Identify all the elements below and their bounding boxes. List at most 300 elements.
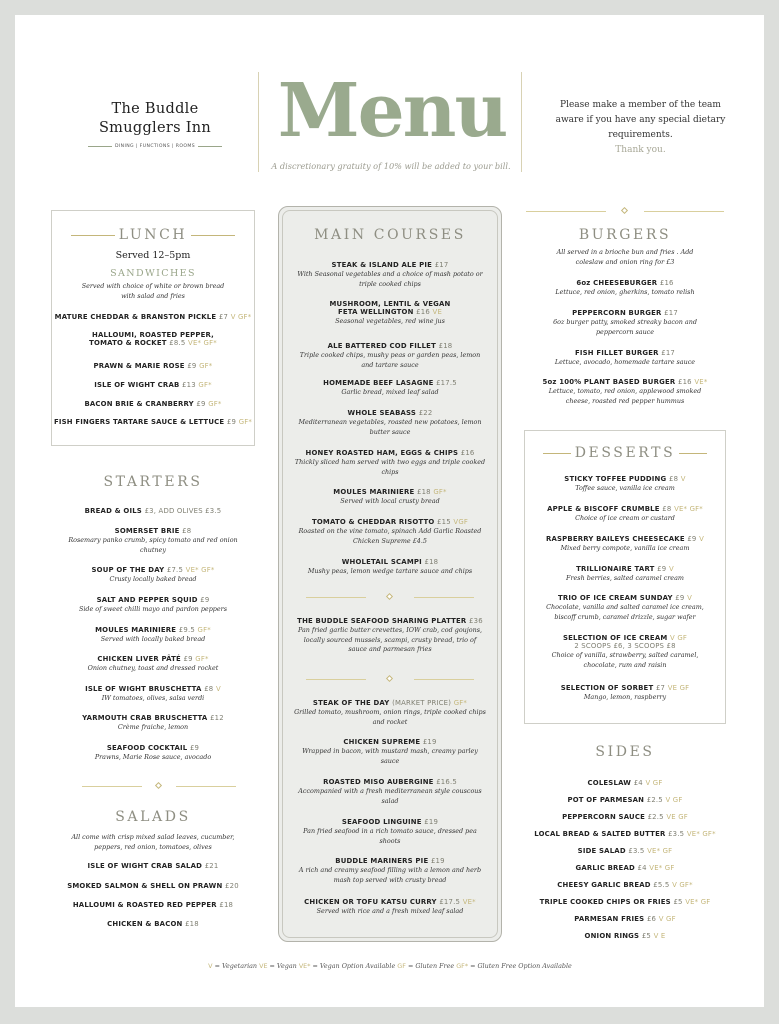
menu-item <box>278 699 502 727</box>
item-dietary-tags: V GF* <box>672 881 693 889</box>
menu-item <box>524 378 726 406</box>
item-price: £12 <box>210 714 224 722</box>
item-description: Triple cooked chips, mushy peas or garden peas, lemon and tartare sauce <box>299 351 481 369</box>
item-name-text: LOCAL BREAD & SALTED BUTTER <box>534 830 666 838</box>
item-name-text: HALLOUMI, ROASTED PEPPER, <box>92 331 214 339</box>
item-price: £19 <box>430 857 445 865</box>
item-name <box>51 381 255 389</box>
item-description: Mushy peas, lemon wedge tartare sauce and chips <box>307 567 473 575</box>
item-price: £18 <box>438 342 453 350</box>
item-name <box>524 915 726 923</box>
item-description: IW tomatoes, olives, salsa verdi <box>101 694 205 702</box>
sandwiches-heading: SANDWICHES <box>110 268 196 279</box>
menu-item <box>278 617 502 655</box>
item-name-text: WHOLE SEABASS <box>347 409 417 417</box>
menu-item <box>51 313 255 321</box>
item-name-text: ONION RINGS <box>584 932 640 940</box>
item-price: £9 <box>687 535 697 543</box>
item-name <box>51 655 255 663</box>
legend-label: = Gluten Free Option Available <box>468 962 572 970</box>
item-description: Fresh berries, salted caramel cream <box>566 574 684 582</box>
item-name <box>278 857 502 865</box>
item-description: Toffee sauce, vanilla ice cream <box>575 484 675 492</box>
item-description: Mango, lemon, raspberry <box>583 693 667 701</box>
item-name <box>524 378 726 386</box>
item-name <box>51 862 255 870</box>
menu-item <box>524 684 726 703</box>
item-name-text: RASPBERRY BAILEYS CHEESECAKE <box>545 535 685 543</box>
item-name <box>51 362 255 370</box>
item-description: Prawns, Marie Rose sauce, avocado <box>94 753 212 761</box>
item-dietary-tags: GF* <box>197 626 211 634</box>
item-name-text: WHOLETAIL SCAMPI <box>341 558 422 566</box>
thanks-text: Thank you. <box>615 145 666 155</box>
item-price: £17 <box>434 261 449 269</box>
menu-item <box>524 634 726 670</box>
item-name <box>524 475 726 483</box>
item-name <box>51 418 255 426</box>
sides-heading: SIDES <box>595 744 655 760</box>
item-dietary-tags: GF* <box>453 699 468 707</box>
item-name <box>278 409 502 417</box>
item-name <box>278 818 502 826</box>
item-name <box>524 813 726 821</box>
menu-item <box>524 279 726 298</box>
divider <box>414 679 474 680</box>
item-description: A rich and creamy seafood filling with a lemon and herb mash top served with crusty bread <box>298 866 482 884</box>
item-name <box>278 342 502 350</box>
item-name <box>524 796 726 804</box>
item-price: £17 <box>661 349 676 357</box>
item-name-text: CHICKEN SUPREME <box>343 738 421 746</box>
item-name <box>51 400 255 408</box>
item-name-line-2 <box>51 339 255 347</box>
item-description: Served with local crusty bread <box>340 497 440 505</box>
item-description: Mixed berry compote, vanilla ice cream <box>560 544 690 552</box>
logo-line-2: Smugglers Inn <box>98 120 212 136</box>
item-name <box>51 685 255 693</box>
item-name <box>524 594 726 602</box>
item-name <box>51 901 255 909</box>
menu-item <box>524 847 726 855</box>
menu-item <box>524 932 726 940</box>
divider <box>543 453 571 454</box>
menu-item <box>51 626 255 645</box>
legend-label: = Gluten Free <box>405 962 455 970</box>
menu-item <box>278 409 502 437</box>
item-name <box>278 898 502 906</box>
sides-heading-row <box>524 743 726 761</box>
dietary-notice-text: Please make a member of the team aware if you have any special dietary requirements. <box>555 100 726 140</box>
item-name <box>524 684 726 692</box>
menu-item <box>51 418 255 426</box>
item-price: £2.5 <box>646 796 663 804</box>
item-name <box>51 596 255 604</box>
item-dietary-tags: V GF <box>658 915 676 923</box>
item-price: £5.5 <box>653 881 670 889</box>
item-dietary-tags: V <box>668 565 674 573</box>
item-price: £16 <box>460 449 475 457</box>
item-name <box>51 566 255 574</box>
item-price: £9 <box>187 362 197 370</box>
item-description: Served with rice and a fresh mixed leaf salad <box>316 907 464 915</box>
item-dietary-tags: VE GF <box>666 813 688 821</box>
item-price: £16 <box>659 279 674 287</box>
menu-item <box>524 881 726 889</box>
item-name-text: MUSHROOM, LENTIL & VEGAN <box>329 300 451 308</box>
legend-label: = Vegan <box>267 962 297 970</box>
item-price: £19 <box>422 738 437 746</box>
item-dietary-tags: GF* <box>195 655 209 663</box>
item-description: Pan fried garlic butter crevettes, IOW crab, cod goujons, locally sourced mussels, scampi, crusty bread, trio of sauce and parmesan fries <box>297 626 483 653</box>
divider <box>644 211 724 212</box>
item-dietary-tags: V <box>680 475 686 483</box>
item-price: £9 <box>226 418 237 426</box>
item-price: £6 <box>646 915 657 923</box>
item-description: Mediterranean vegetables, roasted new potatoes, lemon butter sauce <box>298 418 482 436</box>
item-name <box>524 565 726 573</box>
item-name-text: TRIO OF ICE CREAM SUNDAY <box>558 594 673 602</box>
item-name-text: PARMESAN FRIES <box>574 915 645 923</box>
menu-item <box>278 379 502 398</box>
menu-item <box>278 898 502 917</box>
item-price: £16 <box>416 308 430 316</box>
item-name-text: SALT AND PEPPER SQUID <box>96 596 198 604</box>
item-price: £19 <box>424 818 439 826</box>
item-name-text: SEAFOOD COCKTAIL <box>106 744 188 752</box>
menu-item <box>524 349 726 368</box>
item-price: £18 <box>185 920 199 928</box>
item-price: £4 <box>633 779 643 787</box>
item-name-text: ISLE OF WIGHT CRAB SALAD <box>87 862 203 870</box>
item-name-text: CHICKEN OR TOFU KATSU CURRY <box>304 898 437 906</box>
item-price: £18 <box>424 558 439 566</box>
menu-item <box>51 862 255 870</box>
item-name-text: FETA WELLINGTON <box>337 308 414 316</box>
item-name-text: SMOKED SALMON & SHELL ON PRAWN <box>67 882 223 890</box>
item-name <box>278 379 502 387</box>
divider <box>306 679 366 680</box>
item-price: £5 <box>641 932 651 940</box>
menu-item <box>524 864 726 872</box>
divider <box>82 786 142 787</box>
item-price: £3.5 <box>628 847 645 855</box>
item-name-text: ROASTED MISO AUBERGINE <box>323 778 434 786</box>
item-name-text: APPLE & BISCOFF CRUMBLE <box>547 505 660 513</box>
item-description: 6oz burger patty, smoked streaky bacon and peppercorn sauce <box>553 318 697 336</box>
divider <box>176 786 236 787</box>
item-name <box>524 349 726 357</box>
item-price: £17 <box>664 309 678 317</box>
divider <box>198 146 222 147</box>
item-price: £18 <box>416 488 431 496</box>
item-name-text: 5oz 100% PLANT BASED BURGER <box>542 378 676 386</box>
item-price: £18 <box>219 901 234 909</box>
item-name <box>278 738 502 746</box>
divider <box>526 211 606 212</box>
logo-line-1: The Buddle <box>111 101 199 117</box>
menu-item <box>51 655 255 674</box>
item-dietary-tags: V GF <box>645 779 663 787</box>
item-dietary-tags: VE <box>432 308 443 316</box>
item-price: £22 <box>418 409 433 417</box>
menu-item <box>51 901 255 909</box>
item-price: £8 <box>668 475 679 483</box>
item-name <box>278 778 502 786</box>
logo <box>80 100 230 149</box>
item-price: £4 <box>637 864 647 872</box>
desserts-heading-row <box>524 444 726 462</box>
item-name <box>278 558 502 566</box>
item-name-text: SIDE SALAD <box>577 847 626 855</box>
item-name-text: STEAK OF THE DAY <box>312 699 390 707</box>
divider <box>306 597 366 598</box>
item-description: Side of sweet chilli mayo and pardon peppers <box>78 605 227 613</box>
item-description: Lettuce, tomato, red onion, applewood smoked cheese, roasted red pepper hummus <box>548 387 702 405</box>
menu-item <box>524 594 726 622</box>
item-price: £9 <box>675 594 685 602</box>
legend-key: VE* <box>298 962 311 970</box>
item-name-text: PEPPERCORN SAUCE <box>562 813 645 821</box>
lunch-box <box>51 210 255 446</box>
logo-tagline-text: DINING | FUNCTIONS | ROOMS <box>114 144 196 149</box>
item-dietary-tags: V <box>699 535 705 543</box>
starters-heading-row <box>51 473 255 491</box>
menu-item <box>524 475 726 494</box>
item-name-text: TOMATO & CHEDDAR RISOTTO <box>311 518 435 526</box>
item-name-text: BREAD & OILS <box>84 507 142 515</box>
item-name <box>51 744 255 752</box>
item-name-text: TOMATO & ROCKET <box>89 339 167 347</box>
menu-item <box>51 362 255 370</box>
item-price: £17.5 <box>439 898 461 906</box>
item-name-text: THE BUDDLE SEAFOOD SHARING PLATTER <box>297 617 467 625</box>
menu-item <box>51 400 255 408</box>
item-name-text: TRILLIONAIRE TART <box>576 565 655 573</box>
item-dietary-tags: VE GF <box>667 684 690 692</box>
item-price: £7 <box>218 313 229 321</box>
item-name <box>51 882 255 890</box>
divider <box>88 146 112 147</box>
item-name-text: BUDDLE MARINERS PIE <box>335 857 429 865</box>
legend-label: = Vegetarian <box>212 962 258 970</box>
item-name <box>524 932 726 940</box>
item-dietary-tags: GF* <box>433 488 447 496</box>
item-portion-prices: 2 SCOOPS £6, 3 SCOOPS £8 <box>574 642 676 650</box>
menu-item <box>278 261 502 289</box>
divider <box>191 235 235 236</box>
menu-item <box>524 505 726 524</box>
item-name <box>524 535 726 543</box>
item-dietary-tags: GF* <box>199 362 213 370</box>
item-name-text: SELECTION OF SORBET <box>560 684 654 692</box>
item-price: £9 <box>657 565 667 573</box>
item-price: £36 <box>469 617 483 625</box>
menu-item <box>524 565 726 584</box>
menu-item <box>51 527 255 555</box>
dietary-legend <box>140 962 640 970</box>
menu-item <box>278 778 502 806</box>
menu-item <box>278 818 502 846</box>
item-name <box>278 617 502 625</box>
divider <box>414 597 474 598</box>
item-description: Served with locally baked bread <box>100 635 206 643</box>
mains-heading: MAIN COURSES <box>314 227 466 243</box>
item-dietary-tags: VE* GF <box>685 898 711 906</box>
menu-item <box>278 300 502 327</box>
menu-item <box>278 449 502 477</box>
item-name-text: COLESLAW <box>587 779 632 787</box>
item-name <box>278 261 502 269</box>
item-name-text: POT OF PARMESAN <box>567 796 645 804</box>
header-divider-right <box>521 72 522 172</box>
item-name-text: MOULES MARINIERE <box>333 488 415 496</box>
item-name <box>524 309 726 317</box>
menu-item <box>524 898 726 906</box>
salads-heading: SALADS <box>115 809 191 825</box>
menu-item <box>51 381 255 389</box>
item-name-text: STEAK & ISLAND ALE PIE <box>331 261 433 269</box>
item-name <box>524 830 726 838</box>
item-name-text: MATURE CHEDDAR & BRANSTON PICKLE <box>54 313 217 321</box>
sandwiches-note: Served with choice of white or brown bread with salad and fries <box>81 282 225 300</box>
item-dietary-tags: VE* GF* <box>185 566 215 574</box>
menu-item <box>51 714 255 733</box>
item-name-text: TRIPLE COOKED CHIPS OR FRIES <box>539 898 671 906</box>
logo-tagline <box>80 144 230 149</box>
item-name <box>51 507 255 515</box>
item-dietary-tags: V <box>687 594 692 602</box>
item-name-text: BACON BRIE & CRANBERRY <box>84 400 194 408</box>
item-price: £8 <box>204 685 214 693</box>
item-description: Garlic bread, mixed leaf salad <box>341 388 439 396</box>
item-name-text: SOMERSET BRIE <box>114 527 180 535</box>
menu-item <box>524 813 726 821</box>
legend-key: VE <box>259 962 268 970</box>
item-name <box>51 331 255 339</box>
menu-item <box>524 915 726 923</box>
lunch-heading-row <box>51 226 255 244</box>
burgers-heading-row <box>524 226 726 244</box>
menu-item <box>524 535 726 554</box>
lunch-hours: Served 12–5pm <box>115 250 191 261</box>
legend-key: V <box>208 962 213 970</box>
item-description: Crème fraiche, lemon <box>117 723 189 731</box>
item-price: £20 <box>225 882 239 890</box>
item-name-line-2 <box>278 308 502 316</box>
item-description: Wrapped in bacon, with mustard mash, creamy parley sauce <box>302 747 478 765</box>
item-description: Choice of ice cream or custard <box>575 514 675 522</box>
item-dietary-tags: VE* GF <box>649 864 675 872</box>
item-price: £3, ADD OLIVES £3.5 <box>144 507 222 515</box>
menu-item <box>51 331 255 347</box>
item-description: Thickly sliced ham served with two eggs and triple cooked chips <box>294 458 486 476</box>
item-name-text: CHICKEN LIVER PÂTÉ <box>97 655 181 663</box>
menu-item <box>51 596 255 615</box>
item-dietary-tags: VE* GF* <box>188 339 217 347</box>
item-price: £8.5 <box>169 339 186 347</box>
mains-heading-row <box>278 226 502 244</box>
legend-key: GF <box>397 962 406 970</box>
item-name <box>524 779 726 787</box>
item-description: Lettuce, red onion, gherkins, tomato relish <box>555 288 695 296</box>
item-price: £5 <box>673 898 683 906</box>
item-price: £9 <box>189 744 200 752</box>
item-dietary-tags: V GF <box>670 634 688 642</box>
item-dietary-tags: VE* GF* <box>686 830 716 838</box>
item-dietary-tags: GF* <box>198 381 212 389</box>
item-price: £7 <box>655 684 666 692</box>
item-name-text: HALLOUMI & ROASTED RED PEPPER <box>72 901 217 909</box>
item-price: £9 <box>200 596 210 604</box>
item-description: Seasonal vegetables, red wine jus <box>335 317 445 325</box>
item-name-text: YARMOUTH CRAB BRUSCHETTA <box>82 714 208 722</box>
item-price: £9.5 <box>178 626 195 634</box>
item-dietary-tags: V <box>215 685 221 693</box>
menu-item <box>51 882 255 890</box>
item-name <box>278 449 502 457</box>
item-name <box>51 527 255 535</box>
item-price: £21 <box>204 862 219 870</box>
menu-item <box>278 558 502 577</box>
item-price: £3.5 <box>668 830 685 838</box>
divider <box>71 235 115 236</box>
item-name-text: SEAFOOD LINGUINE <box>341 818 422 826</box>
item-description: Chocolate, vanilla and salted caramel ice cream, biscoff crumb, caramel drizzle, sugar wafer <box>546 603 704 621</box>
item-price: £13 <box>182 381 196 389</box>
item-name <box>278 488 502 496</box>
menu-item <box>51 507 255 515</box>
item-description: Pan fried seafood in a rich tomato sauce, dressed pea shoots <box>303 827 477 845</box>
menu-item <box>51 920 255 928</box>
item-name-text: STICKY TOFFEE PUDDING <box>564 475 667 483</box>
item-description: With Seasonal vegetables and a choice of mash potato or triple cooked chips <box>297 270 483 288</box>
item-price: £9 <box>183 655 193 663</box>
item-name <box>524 505 726 513</box>
item-dietary-tags: GF* <box>208 400 222 408</box>
item-name <box>278 518 502 526</box>
item-description: Roasted on the vine tomato, spinach Add Garlic Roasted Chicken Supreme £4.5 <box>298 527 482 545</box>
item-name <box>51 920 255 928</box>
divider <box>679 453 707 454</box>
burgers-note: All served in a brioche bun and fries . Add coleslaw and onion ring for £3 <box>556 248 694 266</box>
item-name <box>524 847 726 855</box>
item-name-text: ISLE OF WIGHT CRAB <box>94 381 180 389</box>
page-title: Menu <box>277 68 507 154</box>
menu-item <box>278 857 502 885</box>
menu-item <box>524 779 726 787</box>
dietary-notice <box>553 98 728 158</box>
desserts-heading: DESSERTS <box>574 445 676 461</box>
item-name-text: PRAWN & MARIE ROSE <box>93 362 185 370</box>
item-name <box>524 279 726 287</box>
item-dietary-tags: VE* GF <box>647 847 673 855</box>
item-price: £8 <box>182 527 192 535</box>
item-dietary-tags: V GF <box>665 796 683 804</box>
item-name <box>524 864 726 872</box>
header-divider-left <box>258 72 259 172</box>
menu-item <box>524 309 726 337</box>
burgers-heading: BURGERS <box>578 227 672 243</box>
menu-item <box>278 342 502 370</box>
item-price: £7.5 <box>166 566 184 574</box>
menu-item <box>51 685 255 704</box>
item-name <box>524 881 726 889</box>
menu-item <box>278 518 502 546</box>
item-dietary-tags: V GF* <box>230 313 252 321</box>
item-price: (MARKET PRICE) <box>392 699 452 707</box>
item-name-text: GARLIC BREAD <box>575 864 635 872</box>
